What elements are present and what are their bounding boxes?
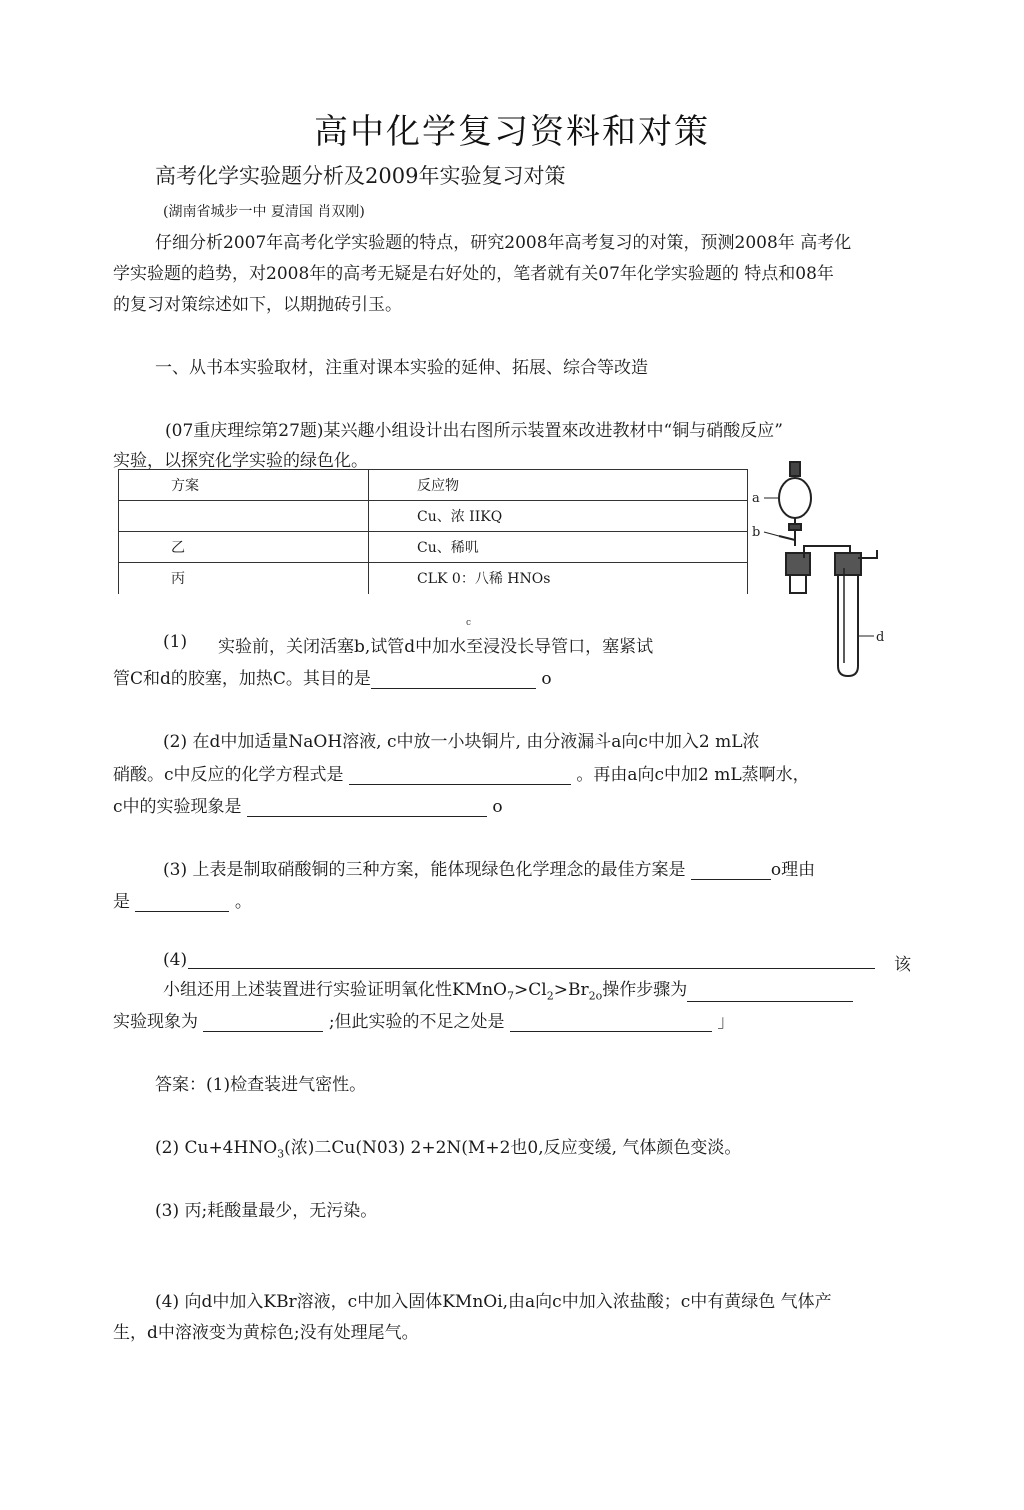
intro-line-2: 学实验题的趋势，对2008年的高考无疑是右好处的，笔者就有关07年化学实验题的 特点和08年 bbox=[113, 264, 834, 284]
q4-deficiency-label: ;但此实验的不足之处是 bbox=[328, 1012, 505, 1032]
table-cell bbox=[119, 501, 369, 532]
q1-line-1: 实验前，关闭活塞b,试管d中加水至浸没长导管口，塞紧试 bbox=[218, 637, 654, 657]
q4-end: 」 bbox=[717, 1012, 735, 1032]
question-intro-line-2: 实验，以探究化学实验的绿色化。 bbox=[113, 451, 368, 471]
table-row bbox=[119, 563, 748, 594]
q2-line-1: (2) 在d中加适量NaOH溶液, c中放一小块铜片, 由分液漏斗a向c中加入2 mL浓 bbox=[163, 732, 760, 752]
q4-line-2-text: 小组还用上述装置进行实验证明氧化性KMnO bbox=[163, 980, 507, 1000]
q1-end: o bbox=[541, 669, 552, 689]
answer-2-sub: 3 bbox=[277, 1147, 285, 1161]
document-subtitle: 高考化学实验题分析及2009年实验复习对策 bbox=[155, 164, 566, 188]
q2-line-2-tail: 。再由a向c中加2 mL蒸啊水， bbox=[576, 765, 810, 785]
q1-answer-blank[interactable] bbox=[371, 670, 536, 689]
intro-line-1: 仔细分析2007年高考化学实验题的特点，研究2008年高考复习的对策，预测2008年 高考化 bbox=[155, 233, 852, 253]
q4-line-2 bbox=[163, 975, 853, 1002]
table-header-cell: 反应物 bbox=[369, 470, 748, 501]
valve-b bbox=[779, 536, 795, 540]
answer-2 bbox=[155, 1133, 741, 1160]
q1-number: (1) bbox=[163, 632, 188, 652]
table-cell: Cu、浓 IIKQ bbox=[369, 501, 748, 532]
q2-line-2-text: 硝酸。c中反应的化学方程式是 bbox=[113, 765, 344, 785]
q4-tail: 该 bbox=[894, 955, 911, 975]
q1-line-2-text: 管C和d的胶塞，加热C。其目的是 bbox=[113, 669, 371, 689]
table-row bbox=[119, 532, 748, 563]
q3-line-1-tail: o理由 bbox=[770, 860, 816, 880]
label-c: c bbox=[466, 618, 472, 628]
q2-line-3 bbox=[113, 792, 503, 817]
question-intro-line-1: (07重庆理综第27题)某兴趣小组设计出右图所示装置來改进教材中“铜与硝酸反应” bbox=[165, 421, 783, 441]
document-title: 高中化学复习资料和对策 bbox=[314, 112, 710, 152]
q3-line-1 bbox=[163, 855, 815, 880]
q4-deficiency-blank[interactable] bbox=[510, 1013, 712, 1032]
q4-mid-1: >Cl bbox=[514, 980, 547, 1000]
stopper-c bbox=[786, 553, 810, 575]
label-b: b bbox=[752, 525, 761, 540]
label-a: a bbox=[752, 491, 760, 506]
q2-phenomenon-blank[interactable] bbox=[247, 798, 487, 817]
table-cell: CLK 0：八稀 HNOs bbox=[369, 563, 748, 594]
q2-end: o bbox=[492, 797, 503, 817]
q4-line-3 bbox=[113, 1007, 734, 1032]
answer-4-line-1: (4) 向d中加入KBr溶液，c中加入固体KMnOi,由a向c中加入浓盐酸；c中有黄绿色 气体产 bbox=[155, 1292, 832, 1312]
answer-2-post: (浓)二Cu(N03) 2+2N(M+2也0,反应变缓, 气体颜色变淡。 bbox=[284, 1138, 742, 1158]
stopper-d bbox=[835, 553, 861, 575]
table-row bbox=[119, 501, 748, 532]
separatory-funnel bbox=[779, 478, 811, 518]
q4-mid-2: >Br bbox=[553, 980, 589, 1000]
q4-number: (4) bbox=[163, 950, 188, 970]
answer-2-pre: (2) Cu+4HNO bbox=[155, 1138, 278, 1158]
table-header-cell: 方案 bbox=[119, 470, 369, 501]
answer-4-line-2: 生，d中溶液变为黄棕色;没有处理尾气。 bbox=[113, 1323, 419, 1343]
reagent-table bbox=[118, 469, 748, 594]
label-d: d bbox=[876, 630, 885, 645]
q3-line-2-text: 是 bbox=[113, 892, 130, 912]
intro-line-3: 的复习对策综述如下，以期抛砖引玉。 bbox=[113, 295, 402, 315]
q2-line-3-text: c中的实验现象是 bbox=[113, 797, 242, 817]
apparatus-diagram bbox=[752, 458, 902, 683]
q1-line-2 bbox=[113, 664, 552, 689]
q4-sub-1: 7 bbox=[507, 989, 514, 1003]
q4-steps-label: 操作步骤为 bbox=[602, 980, 688, 1000]
q3-end: 。 bbox=[234, 892, 252, 912]
leader-b bbox=[764, 532, 779, 536]
funnel-stopper bbox=[790, 462, 800, 476]
q2-equation-blank[interactable] bbox=[349, 766, 571, 785]
q3-line-2 bbox=[113, 887, 252, 912]
q3-plan-blank[interactable] bbox=[691, 861, 771, 880]
q3-reason-blank[interactable] bbox=[135, 893, 229, 912]
q4-sub-3: 2o bbox=[588, 989, 603, 1003]
stopcock bbox=[789, 524, 801, 530]
table-cell: 丙 bbox=[119, 563, 369, 594]
q2-line-2 bbox=[113, 760, 810, 785]
q4-phenomenon-blank[interactable] bbox=[203, 1013, 323, 1032]
q4-long-blank[interactable] bbox=[188, 968, 875, 969]
q4-sub-2: 2 bbox=[546, 989, 554, 1003]
authors-line: (湖南省城步一中 夏清国 肖双刚) bbox=[163, 204, 365, 220]
table-cell: Cu、稀叽 bbox=[369, 532, 748, 563]
table-header-row bbox=[119, 470, 748, 501]
q4-phenomenon-label: 实验现象为 bbox=[113, 1012, 198, 1032]
table-cell: 乙 bbox=[119, 532, 369, 563]
answer-3: (3) 丙;耗酸量最少，无污染。 bbox=[155, 1201, 378, 1221]
section-heading-1: 一、从书本实验取材，注重对课本实验的延伸、拓展、综合等改造 bbox=[155, 358, 648, 378]
answer-1: 答案：(1)检查装进气密性。 bbox=[155, 1075, 367, 1095]
q3-line-1-text: (3) 上表是制取硝酸铜的三种方案，能体现绿色化学理念的最佳方案是 bbox=[163, 860, 686, 880]
q4-steps-blank[interactable] bbox=[687, 983, 853, 1002]
test-tube-d bbox=[838, 563, 858, 676]
